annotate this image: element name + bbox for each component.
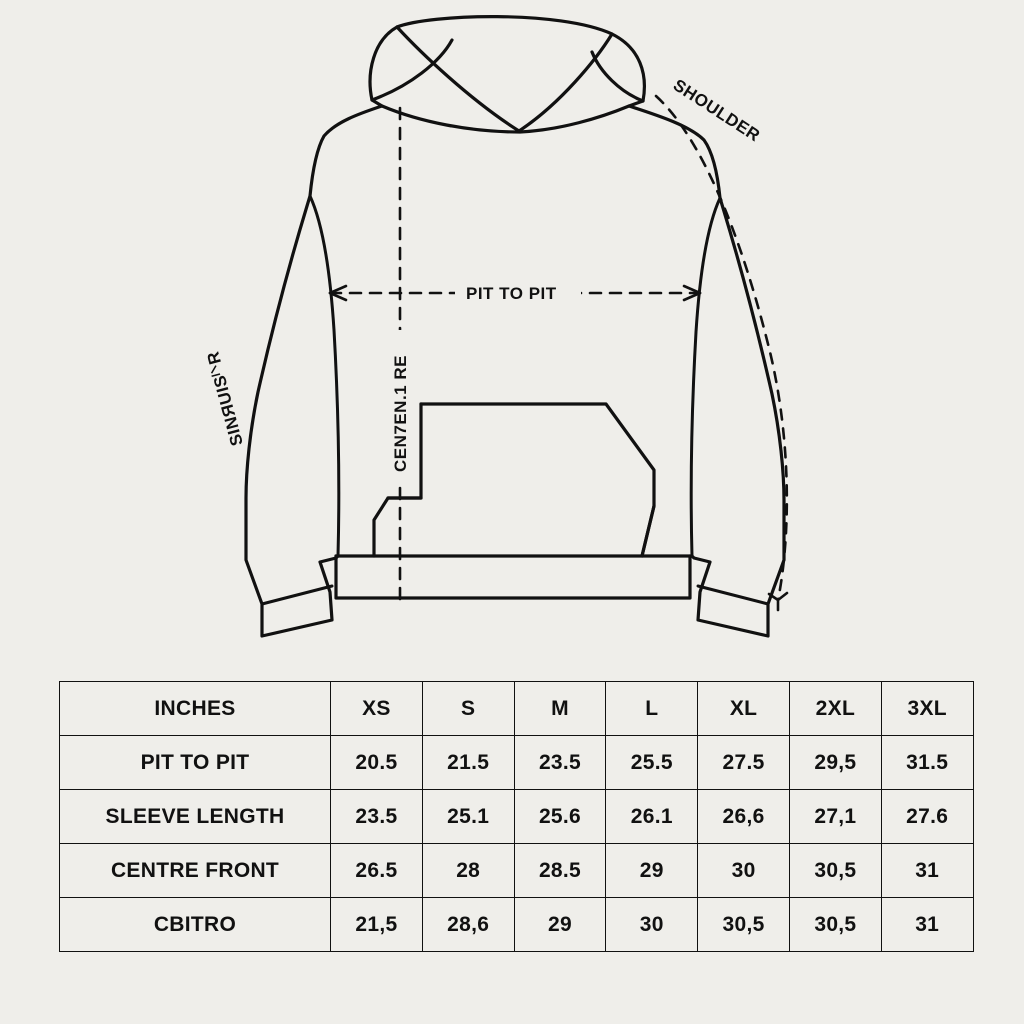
left-sleeve-inner-seam [310, 196, 339, 556]
cell-centre-front-3xl: 31 [881, 844, 973, 898]
cell-cbitro-xl: 30,5 [698, 898, 790, 952]
left-cuff-line [262, 586, 332, 604]
hood-opening-right [592, 52, 643, 101]
row-label-centre-front: CENTRE FRONT [60, 844, 331, 898]
table-row [60, 790, 974, 844]
pocket-opening-right [642, 506, 654, 556]
shoulder-arrow-head [769, 593, 787, 610]
size-header-xs: XS [331, 682, 423, 736]
cell-cbitro-xs: 21,5 [331, 898, 423, 952]
cell-pit-to-pit-2xl: 29,5 [789, 736, 881, 790]
cell-centre-front-xl: 30 [698, 844, 790, 898]
size-header-m: M [514, 682, 606, 736]
label-centre-front: CEN7EN.1 RE [391, 355, 410, 472]
table-row [60, 736, 974, 790]
cell-cbitro-m: 29 [514, 898, 606, 952]
right-cuff-line [698, 586, 768, 604]
cell-centre-front-m: 28.5 [514, 844, 606, 898]
pocket-outline [421, 404, 654, 556]
cell-centre-front-s: 28 [422, 844, 514, 898]
cell-sleeve-length-s: 25.1 [422, 790, 514, 844]
cell-sleeve-length-l: 26.1 [606, 790, 698, 844]
label-pit-to-pit: PIT TO PIT [466, 284, 557, 303]
cell-sleeve-length-xl: 26,6 [698, 790, 790, 844]
shoulder-measure-line [656, 96, 787, 600]
label-shoulder: SHOULDER [669, 75, 764, 146]
cell-cbitro-3xl: 31 [881, 898, 973, 952]
cell-centre-front-l: 29 [606, 844, 698, 898]
cell-centre-front-2xl: 30,5 [789, 844, 881, 898]
hem-band [336, 556, 690, 598]
cell-cbitro-2xl: 30,5 [789, 898, 881, 952]
cell-pit-to-pit-xl: 27.5 [698, 736, 790, 790]
label-sleeve-length: SINЯUISˡ⸌R [203, 349, 247, 448]
unit-header: INCHES [60, 682, 331, 736]
size-header-3xl: 3XL [881, 682, 973, 736]
row-label-pit-to-pit: PIT TO PIT [60, 736, 331, 790]
table-row [60, 898, 974, 952]
right-sleeve-inner-seam [691, 198, 720, 556]
cell-centre-front-xs: 26.5 [331, 844, 423, 898]
table-header-row [60, 682, 974, 736]
cell-pit-to-pit-xs: 20.5 [331, 736, 423, 790]
hood-outline [370, 17, 644, 132]
size-chart-table [59, 681, 974, 952]
cell-sleeve-length-3xl: 27.6 [881, 790, 973, 844]
size-header-l: L [606, 682, 698, 736]
cell-pit-to-pit-m: 23.5 [514, 736, 606, 790]
size-header-s: S [422, 682, 514, 736]
cell-pit-to-pit-3xl: 31.5 [881, 736, 973, 790]
cell-sleeve-length-2xl: 27,1 [789, 790, 881, 844]
size-header-xl: XL [698, 682, 790, 736]
cell-cbitro-l: 30 [606, 898, 698, 952]
cell-pit-to-pit-s: 21.5 [422, 736, 514, 790]
table-row [60, 844, 974, 898]
size-header-2xl: 2XL [789, 682, 881, 736]
cell-cbitro-s: 28,6 [422, 898, 514, 952]
cell-sleeve-length-m: 25.6 [514, 790, 606, 844]
row-label-cbitro: CBITRO [60, 898, 331, 952]
cell-sleeve-length-xs: 23.5 [331, 790, 423, 844]
cell-pit-to-pit-l: 25.5 [606, 736, 698, 790]
row-label-sleeve-length: SLEEVE LENGTH [60, 790, 331, 844]
